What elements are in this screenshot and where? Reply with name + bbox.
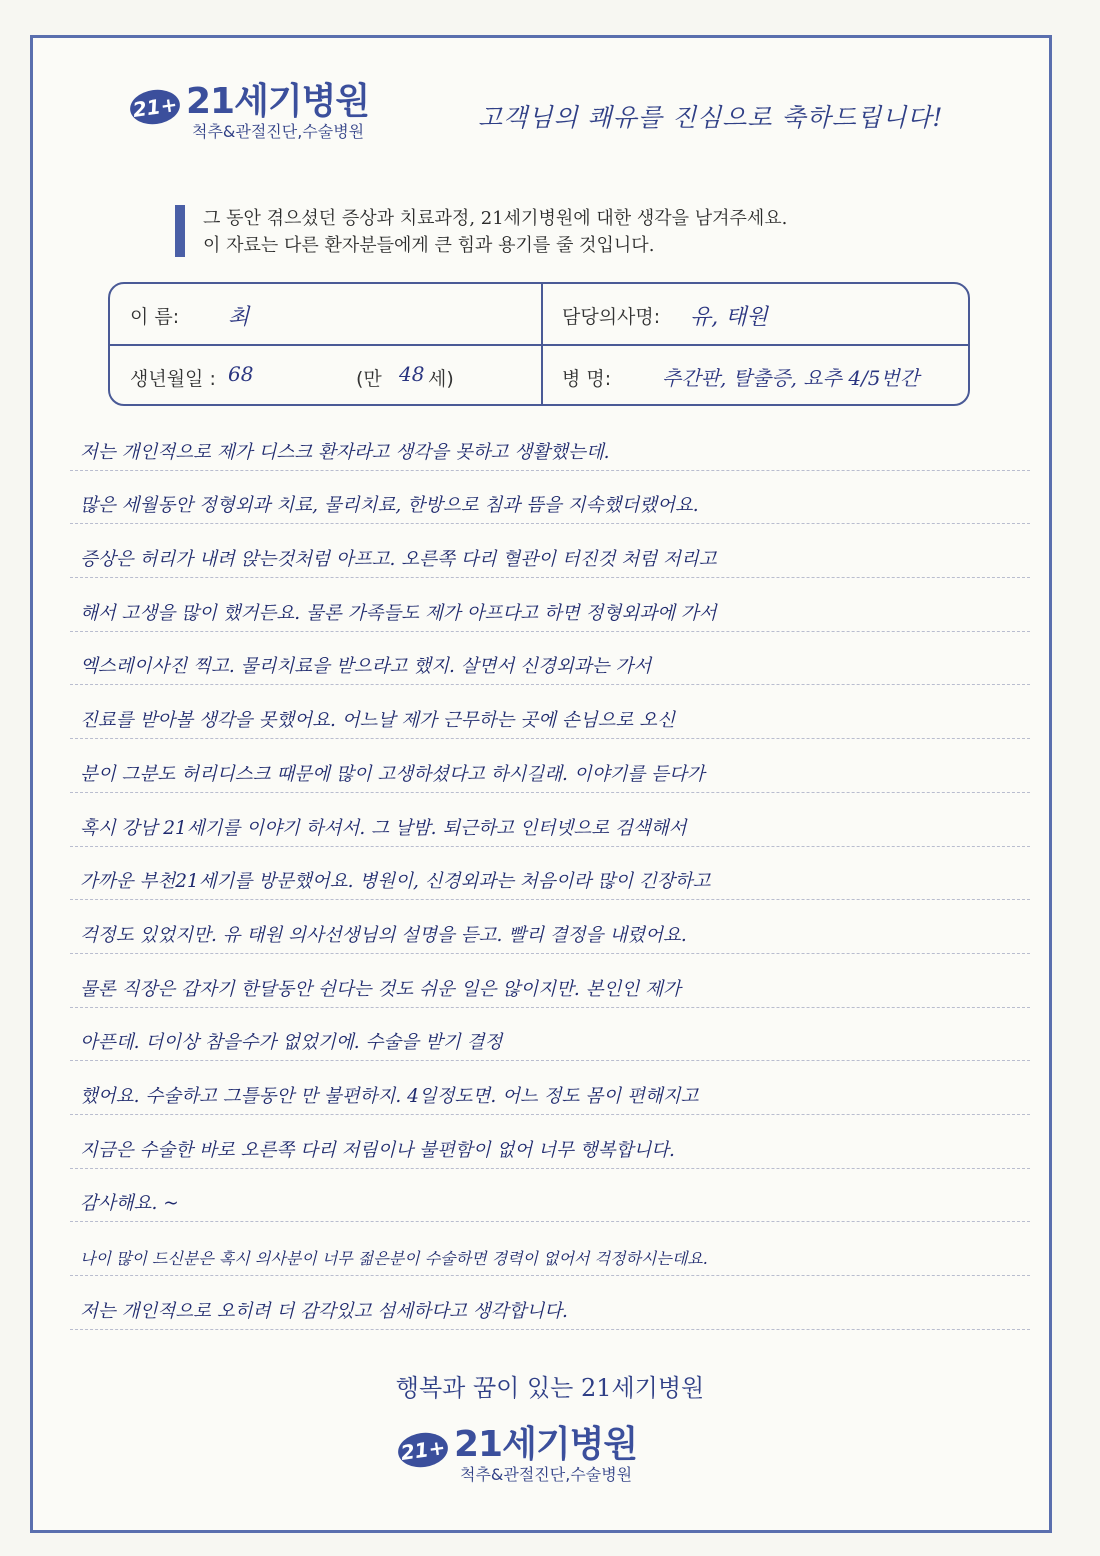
letter-line: 진료를 받아볼 생각을 못했어요. 어느날 제가 근무하는 곳에 손님으로 오신 [70,685,1030,739]
letter-line: 저는 개인적으로 오히려 더 감각있고 섬세하다고 생각합니다. [70,1276,1030,1330]
diagnosis-value: 추간판, 탈출증, 요추 4/5번간 [662,366,920,390]
letter-line: 엑스레이사진 찍고. 물리치료을 받으라고 했지. 살면서 신경외과는 가서 [70,632,1030,686]
letter-line: 많은 세월동안 정형외과 치료, 물리치료, 한방으로 침과 뜸을 지속했더랬어요. [70,471,1030,525]
letter-line: 지금은 수술한 바로 오른쪽 다리 저림이나 불편함이 없어 너무 행복합니다. [70,1115,1030,1169]
logo-subtitle: 척추&관절진단,수술병원 [192,122,365,141]
footer-logo-name: 21세기병원 [454,1424,638,1465]
diagnosis-label: 병 명: [562,368,612,390]
letter-line: 감사해요. ~ [70,1169,1030,1223]
testimonial-letter [70,417,1030,1330]
letter-line: 저는 개인적으로 제가 디스크 환자라고 생각을 못하고 생활했는데. [70,417,1030,471]
letter-line: 해서 고생을 많이 했거든요. 물론 가족들도 제가 아프다고 하면 정형외과에 가서 [70,578,1030,632]
letter-line: 물론 직장은 갑자기 한달동안 쉰다는 것도 쉬운 일은 않이지만. 본인인 제가 [70,954,1030,1008]
letter-line: 분이 그분도 허리디스크 때문에 많이 고생하셨다고 하시길래. 이야기를 듣다가 [70,739,1030,793]
name-label: 이 름: [130,306,180,328]
letter-line: 했어요. 수술하고 그틀동안 만 불편하지. 4일정도면. 어느 정도 몸이 편해지고 [70,1061,1030,1115]
name-value: 최 [228,305,250,330]
footer-slogan: 행복과 꿈이 있는 21세기병원 [395,1374,705,1402]
letter-line: 혹시 강남 21세기를 이야기 하셔서. 그 날밤. 퇴근하고 인터넷으로 검색해서 [70,793,1030,847]
footer-logo [398,1425,637,1485]
logo-name: 21세기병원 [186,81,370,122]
letter-line: 아픈데. 더이상 참을수가 없었기에. 수술을 받기 결정 [70,1008,1030,1062]
intro-block [175,205,787,257]
letter-line: 나이 많이 드신분은 혹시 의사분이 너무 젊은분이 수술하면 경력이 없어서 걱정하시는데요. [70,1222,1030,1276]
footer-logo-mark-icon: 21+ [396,1430,450,1471]
birth-value: 68 [228,362,254,386]
patient-info-box [108,282,970,406]
age-value: 48 [399,362,425,386]
intro-line-1: 그 동안 겪으셨던 증상과 치료과정, 21세기병원에 대한 생각을 남겨주세요. [203,208,788,229]
hospital-logo [130,82,369,142]
age-prefix: (만 [356,368,382,390]
age-suffix: 세) [428,368,454,390]
letter-line: 증상은 허리가 내려 앉는것처럼 아프고. 오른쪽 다리 혈관이 터진것 처럼 저리고 [70,524,1030,578]
doctor-value: 유, 태원 [690,305,768,330]
greeting-text: 고객님의 쾌유를 진심으로 축하드립니다! [478,103,944,132]
letter-line: 가까운 부천21세기를 방문했어요. 병원이, 신경외과는 처음이라 많이 긴장하고 [70,847,1030,901]
footer-logo-subtitle: 척추&관절진단,수술병원 [460,1465,633,1484]
letter-line: 걱정도 있었지만. 유 태원 의사선생님의 설명을 듣고. 빨리 결정을 내렸어요. [70,900,1030,954]
logo-mark-icon: 21+ [128,87,182,128]
birth-label: 생년월일 : [130,368,216,390]
intro-line-2: 이 자료는 다른 환자분들에게 큰 힘과 용기를 줄 것입니다. [203,235,655,256]
doctor-label: 담당의사명: [562,306,661,328]
